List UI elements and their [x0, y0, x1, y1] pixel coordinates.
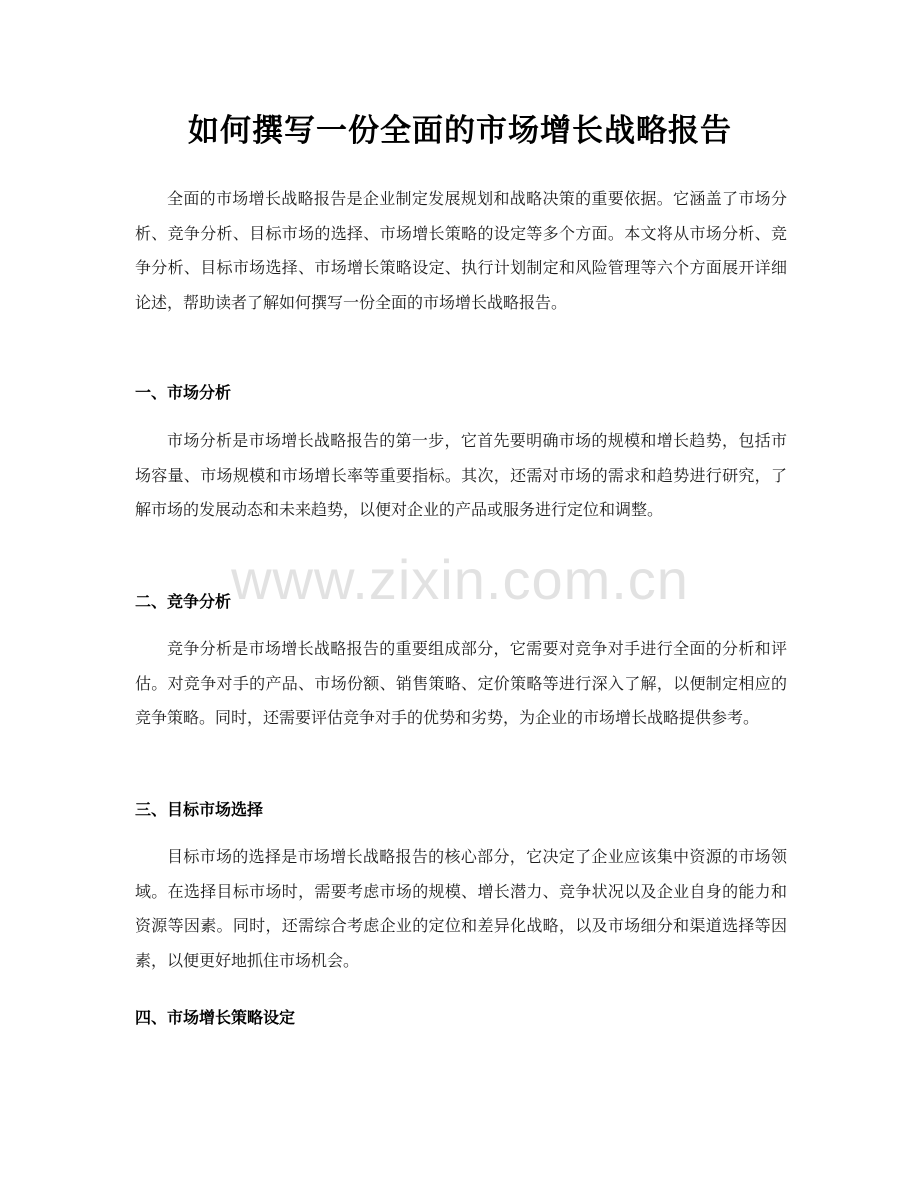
section-body-target-market: 目标市场的选择是市场增长战略报告的核心部分，它决定了企业应该集中资源的市场领域。在选择目标市场时，需要考虑市场的规模、增长潜力、竞争状况以及企业自身的能力和资源等因素。同时，还需综合考虑企业的定位和差异化战略，以及市场细分和渠道选择等因素，以便更好地抓住市场机会。 [135, 847, 787, 970]
section-heading-competition-analysis: 二、竞争分析 [135, 592, 232, 611]
section-body-competition-analysis: 竞争分析是市场增长战略报告的重要组成部分，它需要对竞争对手进行全面的分析和评估。对竞争对手的产品、市场份额、销售策略、定价策略等进行深入了解，以便制定相应的竞争策略。同时，还需要评估竞争对手的优势和劣势，为企业的市场增长战略提供参考。 [135, 639, 787, 728]
section-heading-target-market: 三、目标市场选择 [135, 800, 264, 819]
section-body-market-analysis: 市场分析是市场增长战略报告的第一步，它首先要明确市场的规模和增长趋势，包括市场容量、市场规模和市场增长率等重要指标。其次，还需对市场的需求和趋势进行研究，了解市场的发展动态和未来趋势，以便对企业的产品或服务进行定位和调整。 [135, 431, 787, 520]
section-heading-growth-strategy: 四、市场增长策略设定 [135, 1008, 296, 1027]
section-heading-market-analysis: 一、市场分析 [135, 383, 232, 402]
watermark: www.zixin.com.cn [231, 548, 689, 611]
intro-paragraph: 全面的市场增长战略报告是企业制定发展规划和战略决策的重要依据。它涵盖了市场分析、竞争分析、目标市场的选择、市场增长策略的设定等多个方面。本文将从市场分析、竞争分析、目标市场选择、市场增长策略设定、执行计划制定和风险管理等六个方面展开详细论述，帮助读者了解如何撰写一份全面的市场增长战略报告。 [135, 189, 787, 312]
document-title: 如何撰写一份全面的市场增长战略报告 [188, 113, 732, 149]
